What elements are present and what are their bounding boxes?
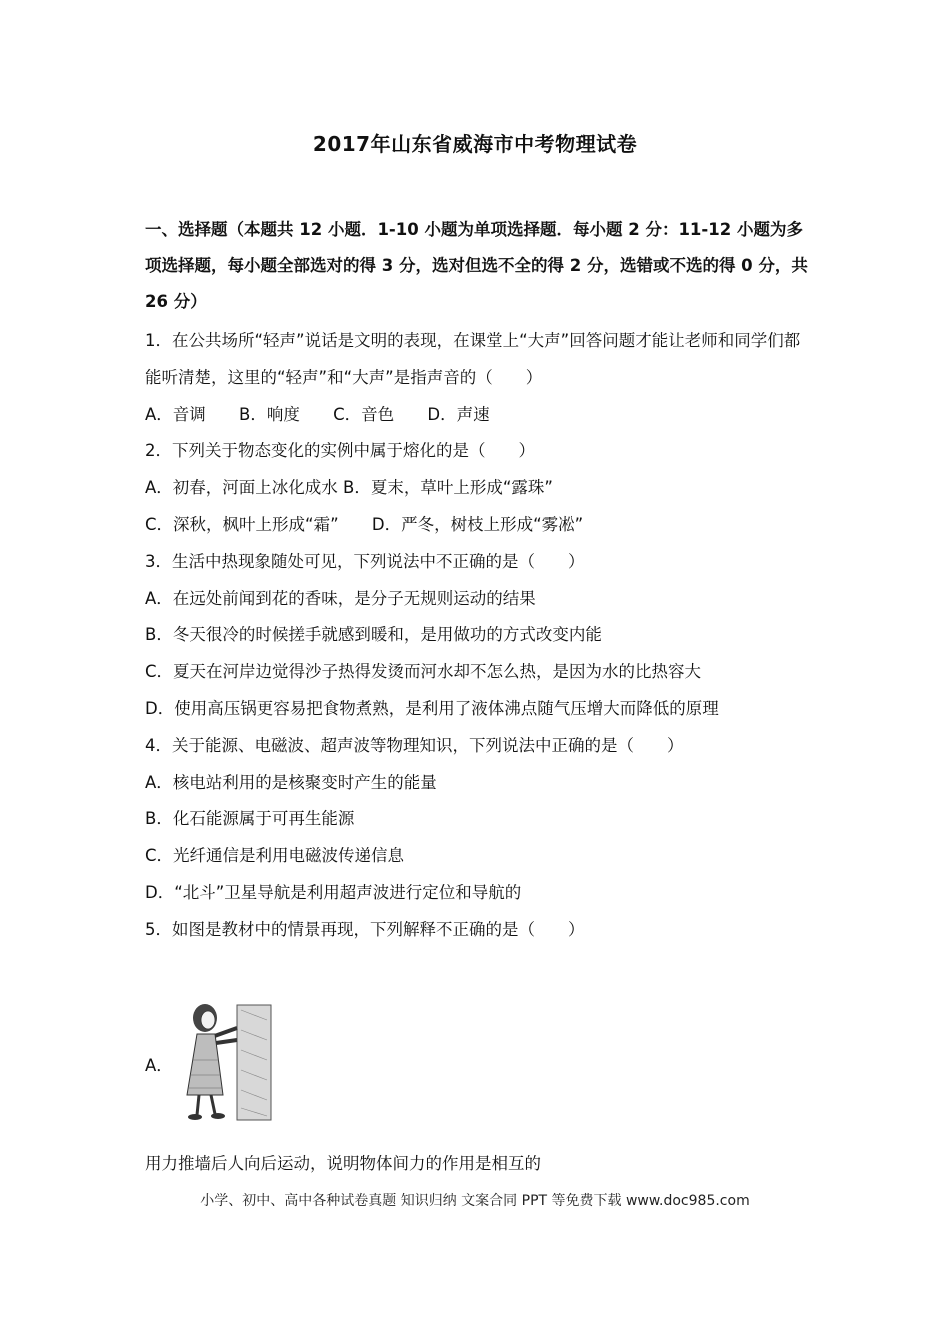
question-3-option-a: A．在远处前闻到花的香味，是分子无规则运动的结果 [145,588,536,608]
question-2-option-a: A．初春，河面上冰化成水 [145,478,338,498]
question-1-options [145,397,810,434]
section-heading: 一、选择题（本题共 12 小题．1-10 小题为单项选择题．每小题 2 分：11-12 小题为多项选择题，每小题全部选对的得 3 分，选对但选不全的得 2 分，选错或不选的得 0 分，共 26 分） [145,220,808,311]
question-4-option-a: A．核电站利用的是核聚变时产生的能量 [145,772,437,792]
page-title: 2017年山东省威海市中考物理试卷 [312,132,638,156]
question-3-option-b: B．冬天很冷的时候搓手就感到暖和，是用做功的方式改变内能 [145,625,602,645]
question-5-option-a-label: A． [145,1056,173,1075]
question-2-option-d: D．严冬，树枝上形成“雾凇” [371,514,584,534]
person-pushing-wall-illustration [175,1000,275,1125]
question-2-options-ab [145,470,810,507]
question-3-stem: 3．生活中热现象随处可见，下列说法中不正确的是（ ） [145,551,585,571]
question-2-option-c: C．深秋，枫叶上形成“霜” [145,514,339,534]
question-4-option-d: D．“北斗”卫星导航是利用超声波进行定位和导航的 [145,882,522,902]
question-2-options-cd [145,507,810,544]
page-footer: 小学、初中、高中各种试卷真题 知识归纳 文案合同 PPT 等免费下载 www.doc985.com [200,1193,750,1209]
question-1-option-a: A．音调 [145,404,206,424]
question-3-option-c: C．夏天在河岸边觉得沙子热得发烫而河水却不怎么热，是因为水的比热容大 [145,662,702,682]
question-5-option-a-caption: 用力推墙后人向后运动，说明物体间力的作用是相互的 [145,1154,541,1173]
question-1-stem: 1．在公共场所“轻声”说话是文明的表现，在课堂上“大声”回答问题才能让老师和同学们都能听清楚，这里的“轻声”和“大声”是指声音的（ ） [145,331,801,387]
question-5-stem: 5．如图是教材中的情景再现，下列解释不正确的是（ ） [145,919,585,939]
question-list [145,323,810,949]
question-5-figure [145,1000,285,1125]
question-1-option-b: B．响度 [239,404,300,424]
question-3-option-d: D．使用高压锅更容易把食物煮熟，是利用了液体沸点随气压增大而降低的原理 [145,698,719,718]
question-1-option-d: D．声速 [427,404,490,424]
question-4-option-b: B．化石能源属于可再生能源 [145,809,355,829]
question-2-option-b: B．夏末，草叶上形成“露珠” [343,478,553,498]
question-4-option-c: C．光纤通信是利用电磁波传递信息 [145,846,405,866]
question-2-stem: 2．下列关于物态变化的实例中属于熔化的是（ ） [145,441,535,461]
question-4-stem: 4．关于能源、电磁波、超声波等物理知识，下列说法中正确的是（ ） [145,735,684,755]
question-1-option-c: C．音色 [333,404,395,424]
